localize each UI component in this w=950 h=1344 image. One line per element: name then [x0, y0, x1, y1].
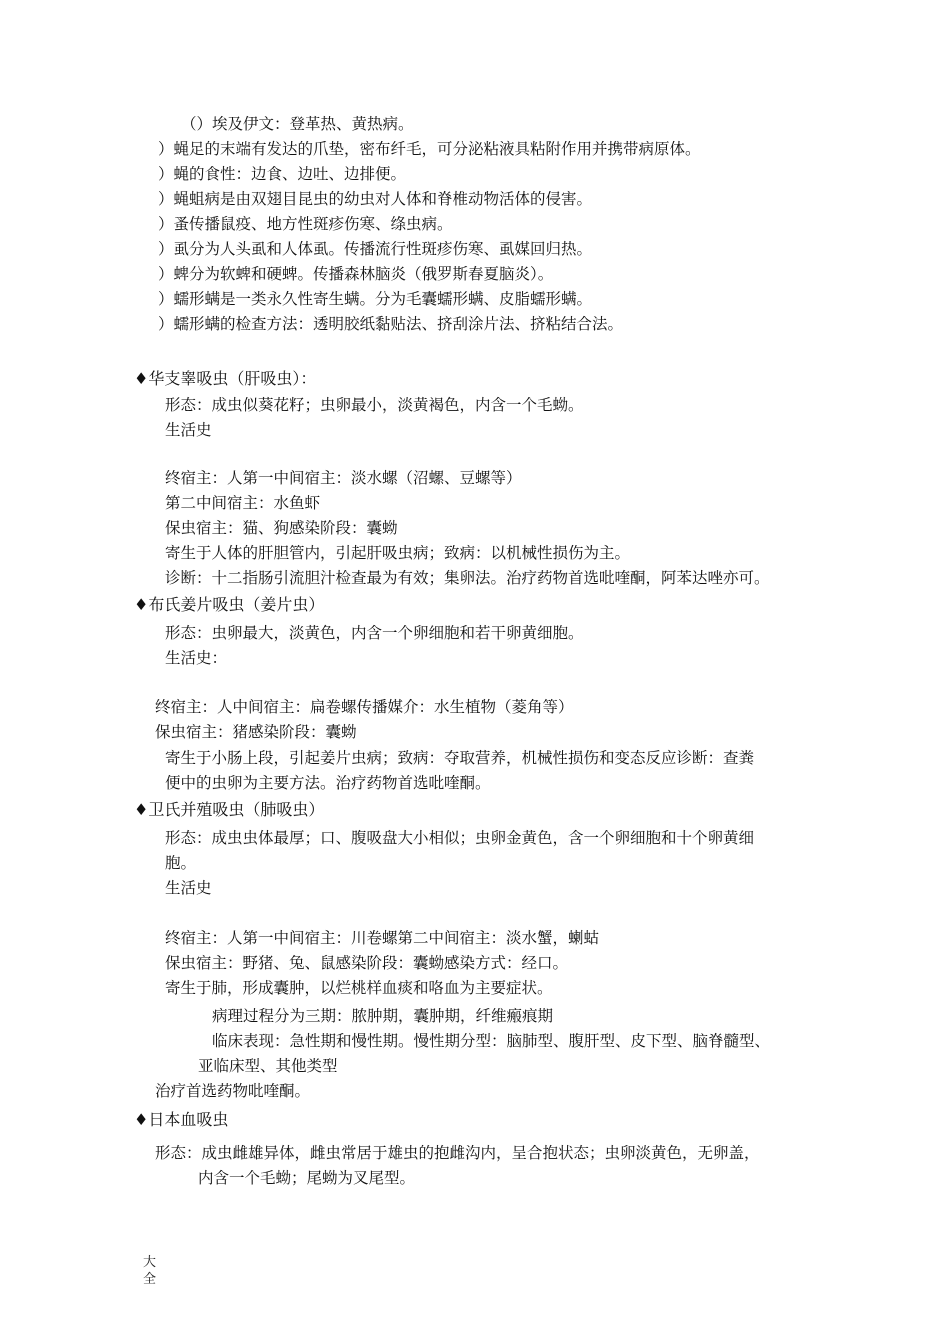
section-heading: ♦卫氏并殖吸虫（肺吸虫） — [134, 800, 325, 819]
text-line: ）蝇足的末端有发达的爪垫，密布纤毛，可分泌粘液具粘附作用并携带病原体。 — [158, 140, 701, 158]
text-line: 治疗首选药物吡喹酮。 — [155, 1082, 311, 1100]
text-line: 第二中间宿主：水鱼虾 — [165, 494, 321, 512]
footer-char: 大 — [143, 1255, 157, 1270]
text-line: 诊断：十二指肠引流胆汁检查最为有效；集卵法。治疗药物首选吡喹酮，阿苯达唑亦可。 — [165, 569, 770, 587]
text-line: ）蝇蛆病是由双翅目昆虫的幼虫对人体和脊椎动物活体的侵害。 — [158, 190, 593, 208]
text-line: 生活史 — [165, 421, 212, 439]
text-line: 形态：成虫虫体最厚；口、腹吸盘大小相似；虫卵金黄色，含一个卵细胞和十个卵黄细 — [165, 829, 755, 847]
text-line: 形态：成虫雌雄异体，雌虫常居于雄虫的抱雌沟内，呈合抱状态；虫卵淡黄色，无卵盖， — [155, 1144, 760, 1162]
text-line: ）蝇的食性：边食、边吐、边排便。 — [158, 165, 407, 183]
text-line: 便中的虫卵为主要方法。治疗药物首选吡喹酮。 — [165, 774, 491, 792]
text-line: ）虱分为人头虱和人体虱。传播流行性斑疹伤寒、虱媒回归热。 — [158, 240, 593, 258]
text-line: 寄生于人体的肝胆管内，引起肝吸虫病；致病：以机械性损伤为主。 — [165, 544, 631, 562]
text-line: （）埃及伊文：登革热、黄热病。 — [181, 115, 414, 133]
text-line: ）蠕形螨的检查方法：透明胶纸黏贴法、挤刮涂片法、挤粘结合法。 — [158, 315, 624, 333]
text-line: 形态：成虫似葵花籽；虫卵最小，淡黄褐色，内含一个毛蚴。 — [165, 396, 584, 414]
text-line: 形态：虫卵最大，淡黄色，内含一个卵细胞和若干卵黄细胞。 — [165, 624, 584, 642]
section-heading: ♦华支睾吸虫（肝吸虫）： — [134, 369, 317, 388]
section-heading: ♦布氏姜片吸虫（姜片虫） — [134, 595, 325, 614]
text-line: 亚临床型、其他类型 — [198, 1057, 338, 1075]
footer-char: 全 — [143, 1272, 157, 1287]
text-line: 胞。 — [165, 854, 197, 872]
text-line: 内含一个毛蚴；尾蚴为叉尾型。 — [198, 1169, 416, 1187]
text-line: 寄生于小肠上段，引起姜片虫病；致病：夺取营养，机械性损伤和变态反应诊断：查粪 — [165, 749, 755, 767]
section-heading: ♦日本血吸虫 — [134, 1110, 229, 1129]
text-line: 保虫宿主：猫、狗感染阶段：囊蚴 — [165, 519, 398, 537]
text-line: ）蠕形螨是一类永久性寄生螨。分为毛囊蠕形螨、皮脂蠕形螨。 — [158, 290, 593, 308]
text-line: 寄生于肺，形成囊肿，以烂桃样血痰和咯血为主要症状。 — [165, 979, 553, 997]
text-line: 生活史： — [165, 649, 228, 667]
text-line: 病理过程分为三期：脓肿期，囊肿期，纤维瘢痕期 — [212, 1007, 554, 1025]
text-line: 生活史 — [165, 879, 212, 897]
text-line: ）蜱分为软蜱和硬蜱。传播森林脑炎（俄罗斯春夏脑炎）。 — [158, 265, 554, 283]
text-line: 临床表现：急性期和慢性期。慢性期分型：脑肺型、腹肝型、皮下型、脑脊髓型、 — [212, 1032, 771, 1050]
text-line: 终宿主：人中间宿主：扁卷螺传播媒介：水生植物（菱角等） — [155, 698, 574, 716]
text-line: 终宿主：人第一中间宿主：淡水螺（沼螺、豆螺等） — [165, 469, 522, 487]
text-line: 保虫宿主：野猪、兔、鼠感染阶段：囊蚴感染方式：经口。 — [165, 954, 569, 972]
text-line: 保虫宿主：猪感染阶段：囊蚴 — [155, 723, 357, 741]
text-line: ）蚤传播鼠疫、地方性斑疹伤寒、绦虫病。 — [158, 215, 453, 233]
text-line: 终宿主：人第一中间宿主：川卷螺第二中间宿主：淡水蟹，蝲蛄 — [165, 929, 600, 947]
page-footer — [143, 1254, 156, 1288]
